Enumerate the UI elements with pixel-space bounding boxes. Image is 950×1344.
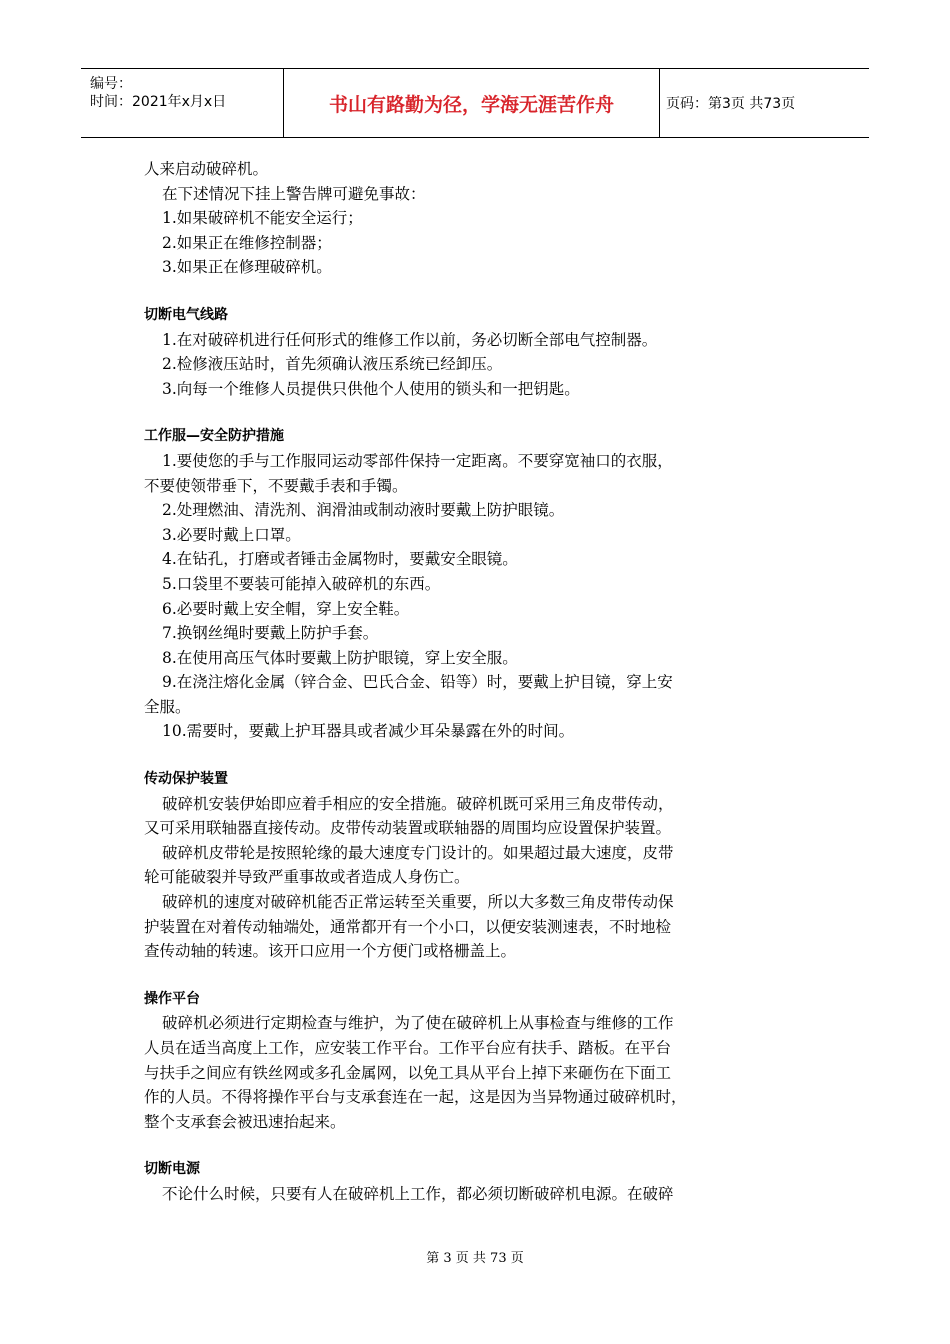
- paragraph-line: 作的人员。不得将操作平台与支承套连在一起，这是因为当异物通过破碎机时，: [144, 1088, 687, 1107]
- paragraph-line: 4.在钻孔，打磨或者锤击金属物时，要戴安全眼镜。: [162, 550, 518, 569]
- paragraph-line: 轮可能破裂并导致严重事故或者造成人身伤亡。: [144, 868, 470, 887]
- section-heading: 传动保护装置: [144, 771, 228, 788]
- paragraph-line: 人来启动破碎机。: [144, 160, 269, 178]
- paragraph-line: 破碎机安装伊始即应着手相应的安全措施。破碎机既可采用三角皮带传动，: [162, 794, 674, 813]
- paragraph-line: 查传动轴的转速。该开口应用一个方便门或格栅盖上。: [144, 942, 517, 961]
- paragraph-line: 人员在适当高度上工作，应安装工作平台。工作平台应有扶手、踏板。在平台: [144, 1039, 672, 1057]
- paragraph-line: 不论什么时候，只要有人在破碎机上工作，都必须切断破碎机电源。在破碎: [162, 1184, 674, 1203]
- page-header: [81, 68, 869, 138]
- paragraph-line: 破碎机必须进行定期检查与维护，为了使在破碎机上从事检查与维修的工作: [162, 1014, 674, 1033]
- paragraph-line: 又可采用联轴器直接传动。皮带传动装置或联轴器的周围均应设置保护装置。: [144, 819, 672, 838]
- paragraph-line: 1.如果破碎机不能安全运行；: [162, 209, 363, 228]
- paragraph-line: 9.在浇注熔化金属（锌合金、巴氏合金、铅等）时，要戴上护目镜，穿上安: [162, 673, 673, 692]
- header-meta-cell: [81, 69, 284, 137]
- paragraph-line: 与扶手之间应有铁丝网或多孔金属网，以免工具从平台上掉下来砸伤在下面工: [144, 1063, 672, 1082]
- paragraph-line: 5.口袋里不要装可能掉入破碎机的东西。: [162, 574, 441, 593]
- document-body: [144, 157, 810, 1207]
- paragraph-line: 1.在对破碎机进行任何形式的维修工作以前，务必切断全部电气控制器。: [162, 330, 658, 349]
- paragraph-line: 7.换钢丝绳时要戴上防护手套。: [162, 624, 379, 643]
- paragraph-line: 2.如果正在维修控制器；: [162, 233, 332, 252]
- paragraph-line: 破碎机的速度对破碎机能否正常运转至关重要，所以大多数三角皮带传动保: [162, 893, 674, 912]
- section-heading: 切断电气线路: [144, 306, 228, 323]
- paragraph-line: 在下述情况下挂上警告牌可避免事故：: [162, 184, 426, 203]
- page-footer: 第 3 页 共 73 页: [426, 1251, 524, 1266]
- paragraph-line: 3.向每一个维修人员提供只供他个人使用的锁头和一把钥匙。: [162, 379, 580, 398]
- section-heading: 操作平台: [144, 990, 200, 1007]
- header-motto: 书山有路勤为径，学海无涯苦作舟: [284, 69, 660, 137]
- paragraph-line: 护装置在对着传动轴端处，通常都开有一个小口，以便安装测速表，不时地检: [144, 917, 672, 936]
- paragraph-line: 整个支承套会被迅速抬起来。: [144, 1112, 346, 1131]
- date-label: 时间：2021年x月x日: [90, 94, 227, 110]
- serial-label: 编号：: [90, 76, 132, 92]
- paragraph-line: 全服。: [144, 697, 191, 716]
- paragraph-line: 10.需要时，要戴上护耳器具或者减少耳朵暴露在外的时间。: [162, 722, 575, 741]
- paragraph-line: 6.必要时戴上安全帽，穿上安全鞋。: [162, 599, 410, 618]
- paragraph-line: 3.必要时戴上口罩。: [162, 525, 301, 544]
- paragraph-line: 1.要使您的手与工作服同运动零部件保持一定距离。不要穿宽袖口的衣服，: [162, 451, 673, 470]
- paragraph-line: 破碎机皮带轮是按照轮缘的最大速度专门设计的。如果超过最大速度，皮带: [162, 843, 674, 862]
- paragraph-line: 8.在使用高压气体时要戴上防护眼镜，穿上安全服。: [162, 648, 518, 667]
- section-heading: 工作服—安全防护措施: [144, 428, 284, 445]
- header-page-info: 页码：第3页 共73页: [666, 96, 796, 112]
- paragraph-line: 2.处理燃油、清洗剂、润滑油或制动液时要戴上防护眼镜。: [162, 501, 565, 520]
- section-heading: 切断电源: [144, 1161, 200, 1178]
- paragraph-line: 2.检修液压站时，首先须确认液压系统已经卸压。: [162, 355, 503, 374]
- paragraph-line: 3.如果正在修理破碎机。: [162, 258, 332, 277]
- paragraph-line: 不要使领带垂下，不要戴手表和手镯。: [144, 476, 408, 495]
